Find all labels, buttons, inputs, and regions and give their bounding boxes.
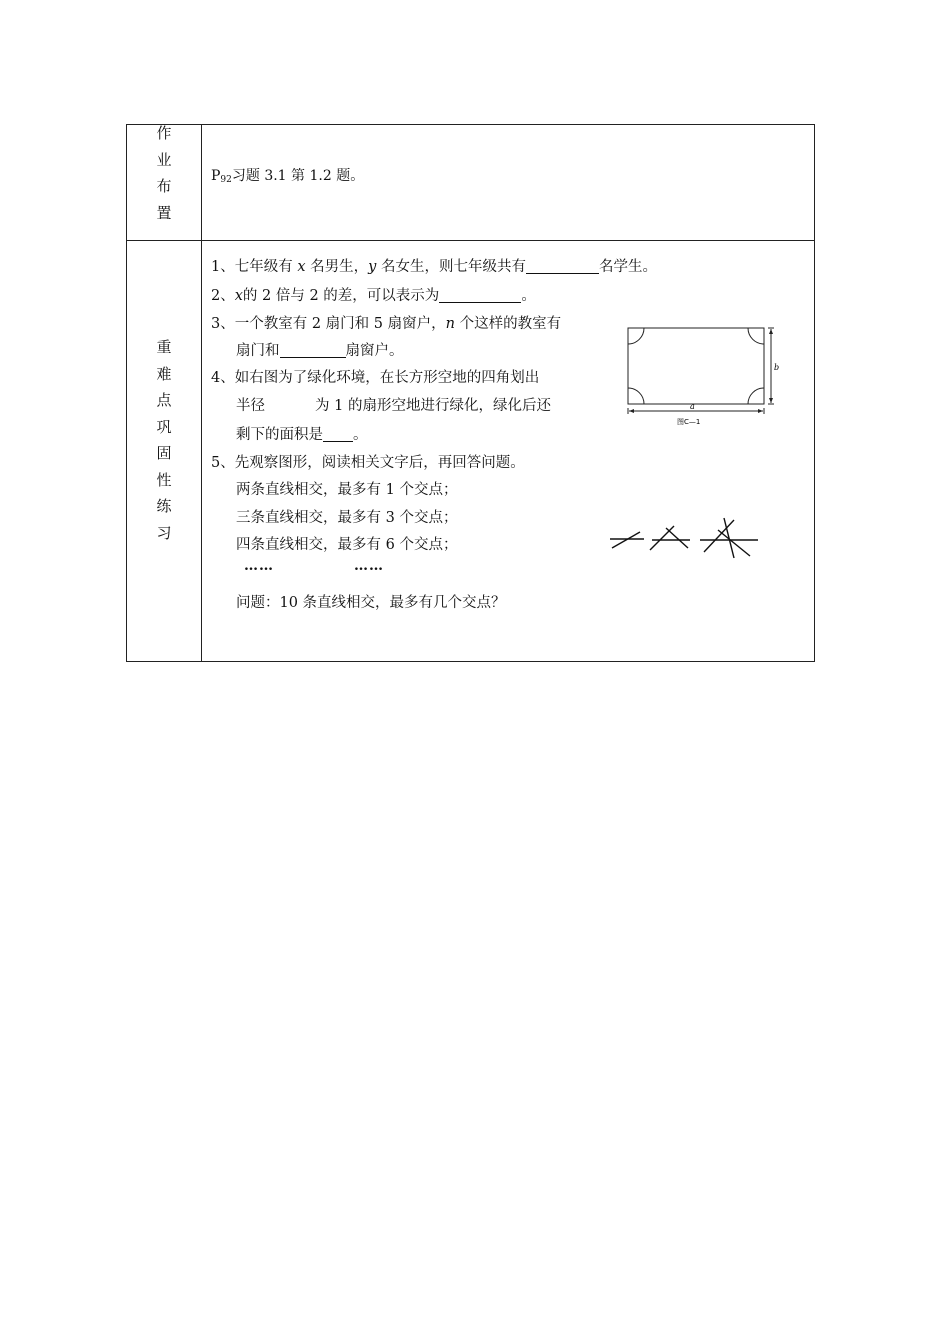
column-divider	[201, 125, 202, 661]
answer-blank	[439, 288, 521, 303]
ellipsis-2: ……	[354, 558, 384, 574]
homework-text: $P_{92}$习题 3.1 第 1.2 题。	[211, 168, 365, 185]
question-4: 4、如右图为了绿化环境，在长方形空地的四角划出	[211, 370, 540, 386]
homework-label: 作 业 布 置	[156, 124, 172, 222]
answer-blank	[323, 427, 353, 442]
question-5: 5、先观察图形，阅读相关文字后，再回答问题。	[211, 455, 525, 471]
question-4-cont: 半径 为 1 的扇形空地进行绿化，绿化后还	[236, 398, 551, 414]
q5-line-1: 两条直线相交，最多有 1 个交点；	[236, 482, 458, 498]
ellipsis-1: ……	[244, 558, 274, 574]
q5-question: 问题：10 条直线相交，最多有几个交点？	[236, 595, 506, 611]
question-4-cont2: 剩下的面积是 。	[236, 427, 368, 443]
question-3: 3、一个教室有 2 扇门和 5 扇窗户，n 个这样的教室有	[211, 316, 562, 332]
row-divider	[127, 240, 814, 241]
answer-blank	[526, 259, 599, 274]
label-a: a	[690, 402, 695, 411]
q5-line-3: 四条直线相交，最多有 6 个交点；	[236, 537, 458, 553]
label-b: b	[774, 363, 780, 372]
answer-blank	[280, 343, 346, 358]
question-3-cont: 扇门和 扇窗户。	[236, 343, 404, 359]
rectangle-figure	[622, 322, 782, 432]
question-2: 2、x的 2 倍与 2 的差，可以表示为 。	[211, 288, 536, 304]
q5-line-2: 三条直线相交，最多有 3 个交点；	[236, 510, 458, 526]
question-1: 1、七年级有 x 名男生，y 名女生，则七年级共有 名学生。	[211, 259, 657, 275]
practice-label: 重 难 点 巩 固 性 练 习	[156, 338, 172, 542]
intersecting-lines-figure	[608, 512, 768, 562]
figure-caption: 图C—1	[677, 418, 701, 426]
